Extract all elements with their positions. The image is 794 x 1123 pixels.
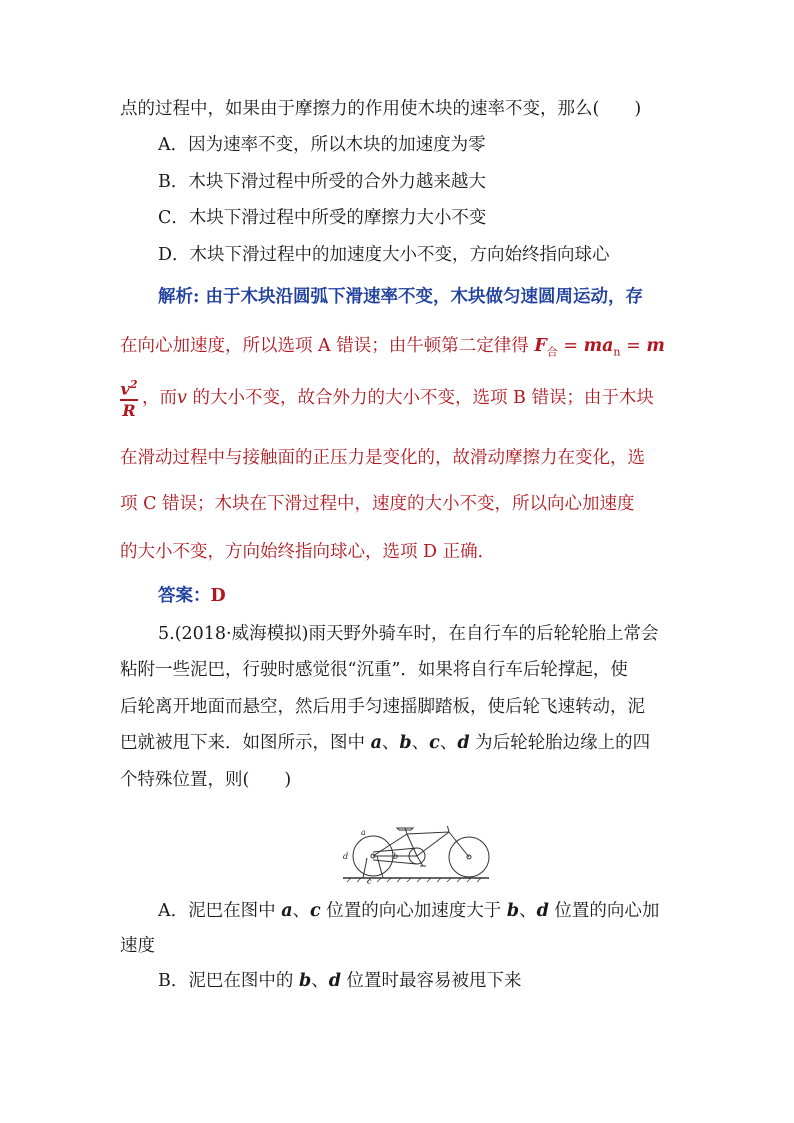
question5-option-a-line-1: A．泥巴在图中 a、c 位置的向心加速度大于 b、d 位置的向心加 — [158, 901, 660, 921]
question5-line-2: 粘附一些泥巴，行驶时感觉很“沉重”．如果将自行车后轮撑起，使 — [120, 660, 628, 680]
analysis-line-5: 项 C 错误；木块在下滑过程中，速度的大小不变，所以向心加速度 — [120, 494, 635, 514]
label-a: a — [361, 828, 366, 837]
analysis-line-2: 在向心加速度，所以选项 A 错误；由牛顿第二定律得 $F_合 = ma_n = m$ — [120, 336, 665, 359]
analysis-label: 解析 — [158, 287, 193, 307]
option-d: D．木块下滑过程中的加速度大小不变，方向始终指向球心 — [158, 245, 610, 265]
question5-line-4: 巴就被甩下来．如图所示，图中 a、b、c、d 为后轮轮胎边缘上的四 — [120, 733, 651, 753]
question5-line-5: 个特殊位置，则( ) — [120, 770, 292, 790]
option-b: B．木块下滑过程中所受的合外力越来越大 — [158, 172, 486, 192]
fraction-v2-over-r: $v^2$ R — [120, 378, 138, 420]
analysis-line-6: 的大小不变，方向始终指向球心，选项 D 正确． — [120, 542, 496, 562]
question5-line-1: 5.(2018·威海模拟)雨天野外骑车时，在自行车的后轮轮胎上常会 — [158, 624, 659, 644]
question5-option-a-line-2: 速度 — [120, 936, 155, 956]
label-b: b — [393, 852, 399, 861]
label-c: c — [367, 877, 372, 886]
bicycle-drawing — [337, 826, 495, 888]
option-a: A．因为速率不变，所以木块的加速度为零 — [158, 135, 486, 155]
analysis-line-1: 解析: 由于木块沿圆弧下滑速率不变，木块做匀速圆周运动，存 — [158, 287, 644, 307]
question5-line-3: 后轮离开地面而悬空，然后用手匀速摇脚踏板，使后轮飞速转动，泥 — [120, 697, 645, 717]
analysis-line-4: 在滑动过程中与接触面的正压力是变化的，故滑动摩擦力在变化，选 — [120, 448, 645, 468]
answer-line: 答案：D — [158, 586, 226, 606]
answer-label: 答案 — [158, 586, 193, 606]
label-d: d — [343, 852, 349, 861]
analysis-line-3: ，而v 的大小不变，故合外力的大小不变，选项 B 错误；由于木块 — [142, 388, 654, 408]
question5-option-b: B．泥巴在图中的 b、d 位置时最容易被甩下来 — [158, 971, 522, 991]
question-text: 点的过程中，如果由于摩擦力的作用使木块的速率不变，那么( ) — [120, 99, 642, 119]
bicycle-figure — [337, 826, 495, 888]
option-c: C．木块下滑过程中所受的摩擦力大小不变 — [158, 208, 487, 228]
answer-value: D — [210, 586, 226, 606]
